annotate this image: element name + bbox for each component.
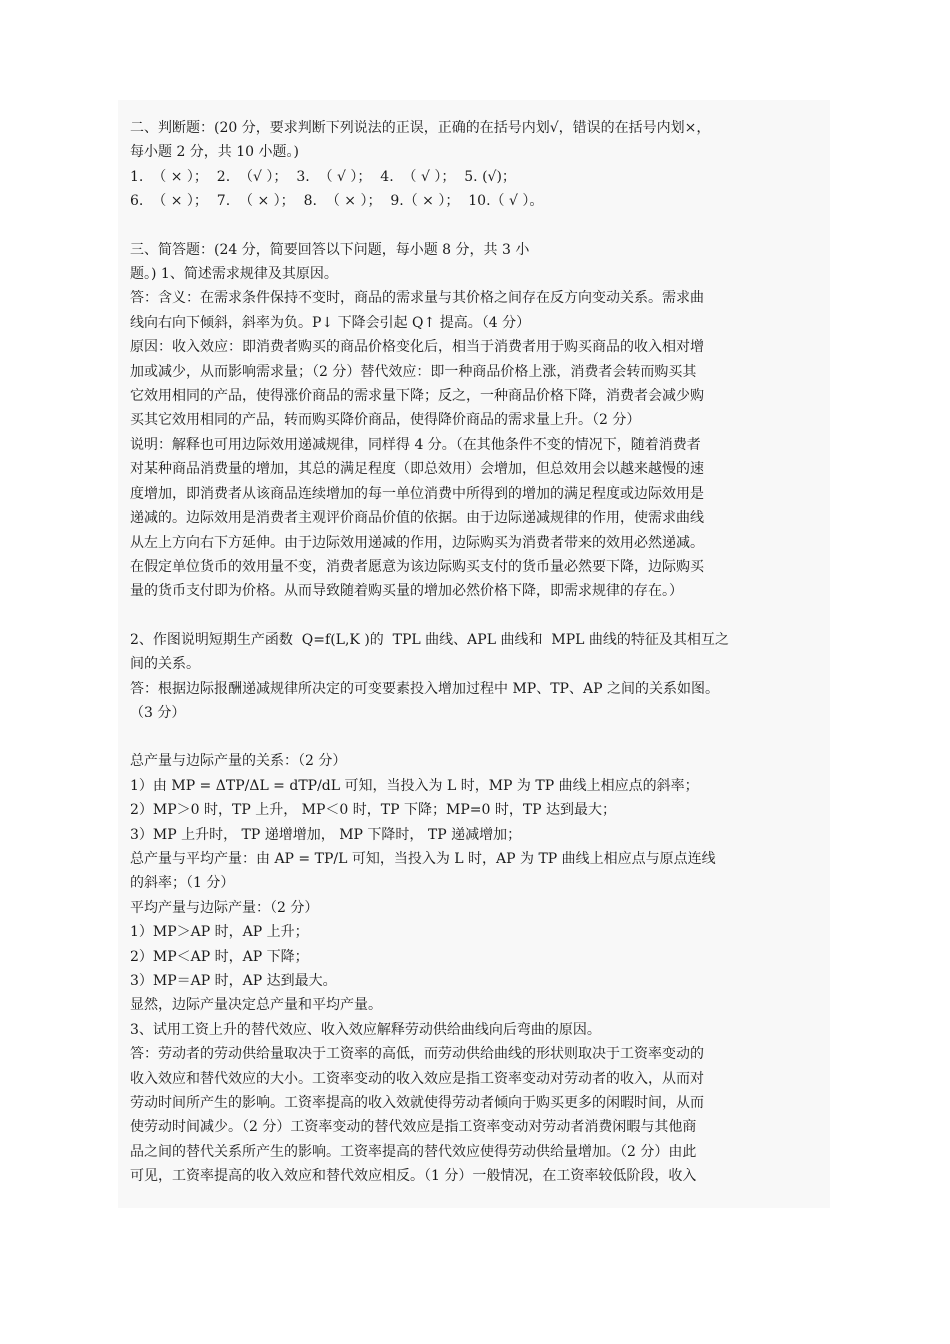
q3-line: 答：劳动者的劳动供给量取决于工资率的高低，而劳动供给曲线的形状则取决于工资率变动的 — [130, 1046, 704, 1063]
q1-answer-line: 答：含义：在需求条件保持不变时，商品的需求量与其价格之间存在反方向变动关系。需求曲 — [130, 290, 704, 307]
q3-line: 可见，工资率提高的收入效应和替代效应相反。（1 分）一般情况，在工资率较低阶段，收入 — [130, 1168, 697, 1185]
q2-detail-line: 显然，边际产量决定总产量和平均产量。 — [130, 997, 382, 1014]
q2-detail-line: 2）MP＞0 时，TP 上升， MP＜0 时，TP 下降；MP=0 时，TP 达到最大； — [130, 802, 617, 819]
judgment-heading-cont: 每小题 2 分，共 10 小题。) — [130, 144, 299, 161]
document-body — [130, 116, 820, 1189]
spacer — [130, 214, 820, 238]
q1-answer-line: 递减的。边际效用是消费者主观评价商品价值的依据。由于边际递减规律的作用，使需求曲线 — [130, 510, 704, 527]
q2-line: 间的关系。 — [130, 656, 200, 673]
q2-line: 答：根据边际报酬递减规律所决定的可变要素投入增加过程中 MP、TP、AP 之间的关系如图。 — [130, 680, 719, 697]
q3-line: 使劳动时间减少。（2 分）工资率变动的替代效应是指工资率变动对劳动者消费闲暇与其他商 — [130, 1119, 697, 1136]
spacer — [130, 725, 820, 749]
q2-detail-line: 1）由 MP = ΔTP/ΔL = dTP/dL 可知，当投入为 L 时，MP 为 TP 曲线上相应点的斜率； — [130, 777, 699, 794]
q3-line: 收入效应和替代效应的大小。工资率变动的收入效应是指工资率变动对劳动者的收入，从而对 — [130, 1070, 704, 1087]
q1-answer-line: 在假定单位货币的效用量不变，消费者愿意为该边际购买支付的货币量必然要下降，边际购买 — [130, 558, 704, 575]
q1-answer-line: 说明：解释也可用边际效用递减规律，同样得 4 分。（在其他条件不变的情况下，随着消费者 — [130, 436, 701, 453]
q2-detail-line: 平均产量与边际产量：（2 分） — [130, 899, 319, 916]
q2-detail-line: 1）MP＞AP 时，AP 上升； — [130, 924, 309, 941]
q1-answer-line: 对某种商品消费量的增加，其总的满足程度（即总效用）会增加，但总效用会以越来越慢的速 — [130, 461, 704, 478]
q1-answer-line: 度增加，即消费者从该商品连续增加的每一单位消费中所得到的增加的满足程度或边际效用是 — [130, 485, 704, 502]
q1-answer-line: 线向右向下倾斜，斜率为负。P↓ 下降会引起 Q↑ 提高。（4 分） — [130, 314, 531, 331]
q2-detail-line: 总产量与边际产量的关系：（2 分） — [130, 753, 347, 770]
q1-answer-line: 它效用相同的产品，使得涨价商品的需求量下降；反之，一种商品价格下降，消费者会减少购 — [130, 388, 704, 405]
q1-answer-line: 买其它效用相同的产品，转而购买降价商品，使得降价商品的需求量上升。（2 分） — [130, 412, 641, 429]
q3-line: 劳动时间所产生的影响。工资率提高的收入效就使得劳动者倾向于购买更多的闲暇时间，从而 — [130, 1095, 704, 1112]
q3-line: 品之间的替代关系所产生的影响。工资率提高的替代效应使得劳动供给量增加。（2 分）由此 — [130, 1143, 697, 1160]
short-answer-heading: 三、简答题：(24 分，简要回答以下问题，每小题 8 分，共 3 小 — [130, 241, 530, 258]
q1-answer-line: 从左上方向右下方延伸。由于边际效用递减的作用，边际购买为消费者带来的效用必然递减。 — [130, 534, 704, 551]
q2-detail-line: 3）MP 上升时， TP 递增增加， MP 下降时， TP 递减增加； — [130, 826, 522, 843]
q2-detail-line: 的斜率；（1 分） — [130, 875, 235, 892]
spacer — [130, 604, 820, 628]
q3-line: 3、试用工资上升的替代效应、收入效应解释劳动供给曲线向后弯曲的原因。 — [130, 1021, 601, 1038]
judgment-answers-row: 6. （ × ）； 7. （ × ）； 8. （ × ）； 9.（ × ）； 10.（ √ ）。 — [130, 193, 544, 210]
judgment-answers-row: 1. （ × ）； 2. （√ ）； 3. （ √ ）； 4. （ √ ）； 5. (√)； — [130, 168, 516, 185]
judgment-heading: 二、判断题：(20 分，要求判断下列说法的正误，正确的在括号内划√，错误的在括号内划×， — [130, 120, 711, 136]
short-answer-heading-cont: 题。) 1、简述需求规律及其原因。 — [130, 266, 338, 283]
q2-detail-line: 3）MP＝AP 时，AP 达到最大。 — [130, 973, 337, 989]
q2-detail-line: 总产量与平均产量：由 AP = TP/L 可知，当投入为 L 时，AP 为 TP 曲线上相应点与原点连线 — [130, 850, 716, 867]
q1-answer-line: 加或减少，从而影响需求量；（2 分）替代效应：即一种商品价格上涨，消费者会转而购买其 — [130, 363, 697, 380]
q1-answer-line: 原因：收入效应：即消费者购买的商品价格变化后，相当于消费者用于购买商品的收入相对增 — [130, 339, 704, 356]
q2-line: 2、作图说明短期生产函数 Q=f(L,K )的 TPL 曲线、APL 曲线和 MPL 曲线的特征及其相互之 — [130, 631, 729, 648]
q2-detail-line: 2）MP＜AP 时，AP 下降； — [130, 948, 309, 965]
q2-line: （3 分） — [130, 704, 186, 721]
q1-answer-line: 量的货币支付即为价格。从而导致随着购买量的增加必然价格下降，即需求规律的存在。） — [130, 583, 683, 600]
